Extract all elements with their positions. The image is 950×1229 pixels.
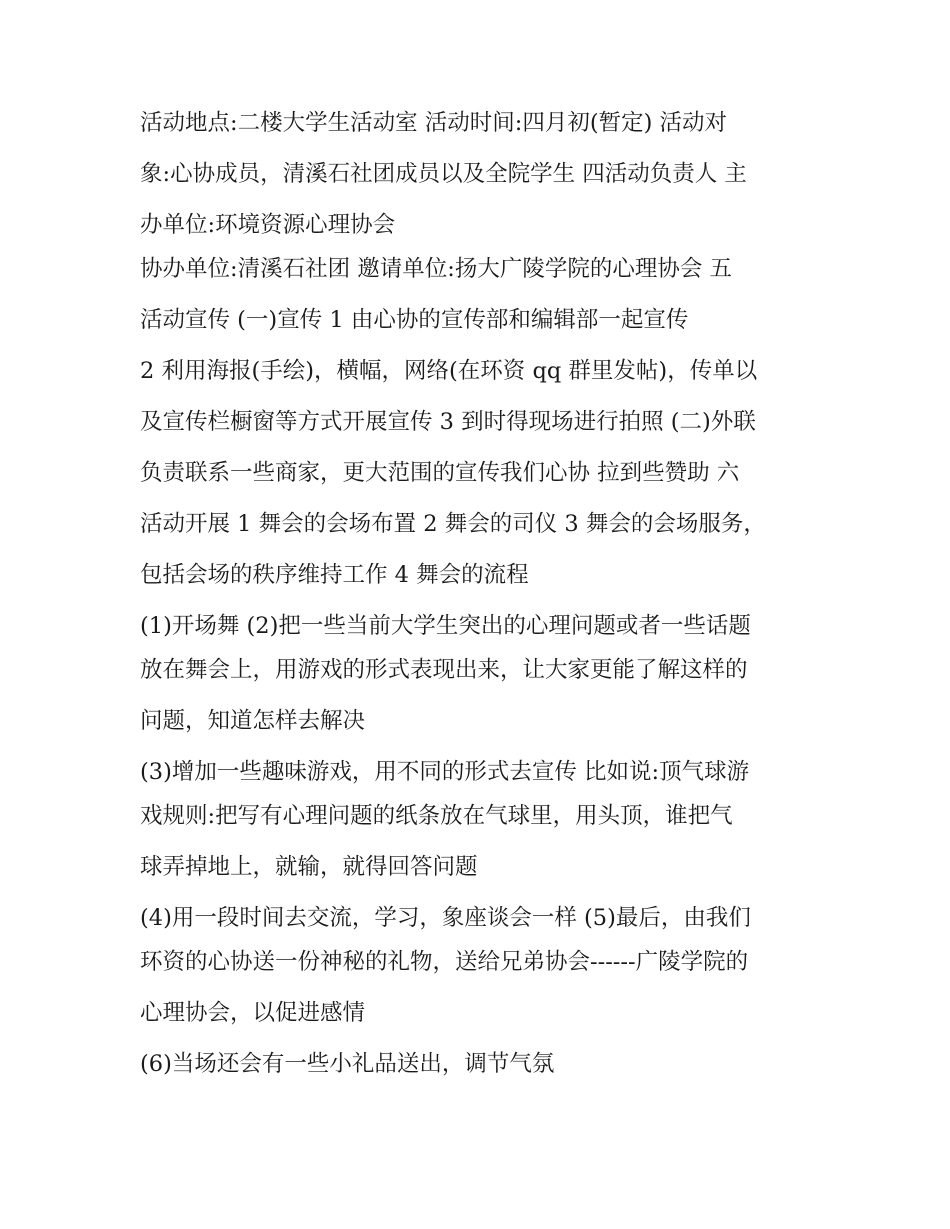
text-line: 负责联系一些商家，更大范围的宣传我们心协 拉到些赞助 六 xyxy=(140,460,740,486)
text-line: 活动宣传 (一)宣传 1 由心协的宣传部和编辑部一起宣传 xyxy=(140,307,689,333)
text-line: 球弄掉地上，就输，就得回答问题 xyxy=(140,854,478,880)
text-line: 协办单位:清溪石社团 邀请单位:扬大广陵学院的心理协会 五 xyxy=(140,256,732,282)
text-line: 活动开展 1 舞会的会场布置 2 舞会的司仪 3 舞会的会场服务， xyxy=(140,511,766,537)
text-line: 2 利用海报(手绘)，横幅，网络(在环资 qq 群里发帖)，传单以 xyxy=(140,358,758,384)
text-line: 问题，知道怎样去解决 xyxy=(140,708,366,734)
text-line: (1)开场舞 (2)把一些当前大学生突出的心理问题或者一些话题 xyxy=(140,613,751,639)
text-line: 戏规则:把写有心理问题的纸条放在气球里，用头顶，谁把气 xyxy=(140,803,733,829)
text-line: 及宣传栏橱窗等方式开展宣传 3 到时得现场进行拍照 (二)外联 xyxy=(140,409,756,435)
text-line: 办单位:环境资源心理协会 xyxy=(140,212,396,238)
text-line: (4)用一段时间去交流，学习，象座谈会一样 (5)最后，由我们 xyxy=(140,905,751,931)
text-line: 放在舞会上，用游戏的形式表现出来，让大家更能了解这样的 xyxy=(140,657,748,683)
text-line: 象:心协成员，清溪石社团成员以及全院学生 四活动负责人 主 xyxy=(140,161,747,187)
text-line: 活动地点:二楼大学生活动室 活动时间:四月初(暂定) 活动对 xyxy=(140,110,728,136)
text-line: 心理协会，以促进感情 xyxy=(140,1000,366,1026)
text-line: 环资的心协送一份神秘的礼物，送给兄弟协会------广陵学院的 xyxy=(140,949,749,975)
text-line: (6)当场还会有一些小礼品送出，调节气氛 xyxy=(140,1051,555,1077)
document-body xyxy=(140,112,820,1097)
text-line: (3)增加一些趣味游戏，用不同的形式去宣传 比如说:顶气球游 xyxy=(140,759,750,785)
text-line: 包括会场的秩序维持工作 4 舞会的流程 xyxy=(140,562,529,588)
